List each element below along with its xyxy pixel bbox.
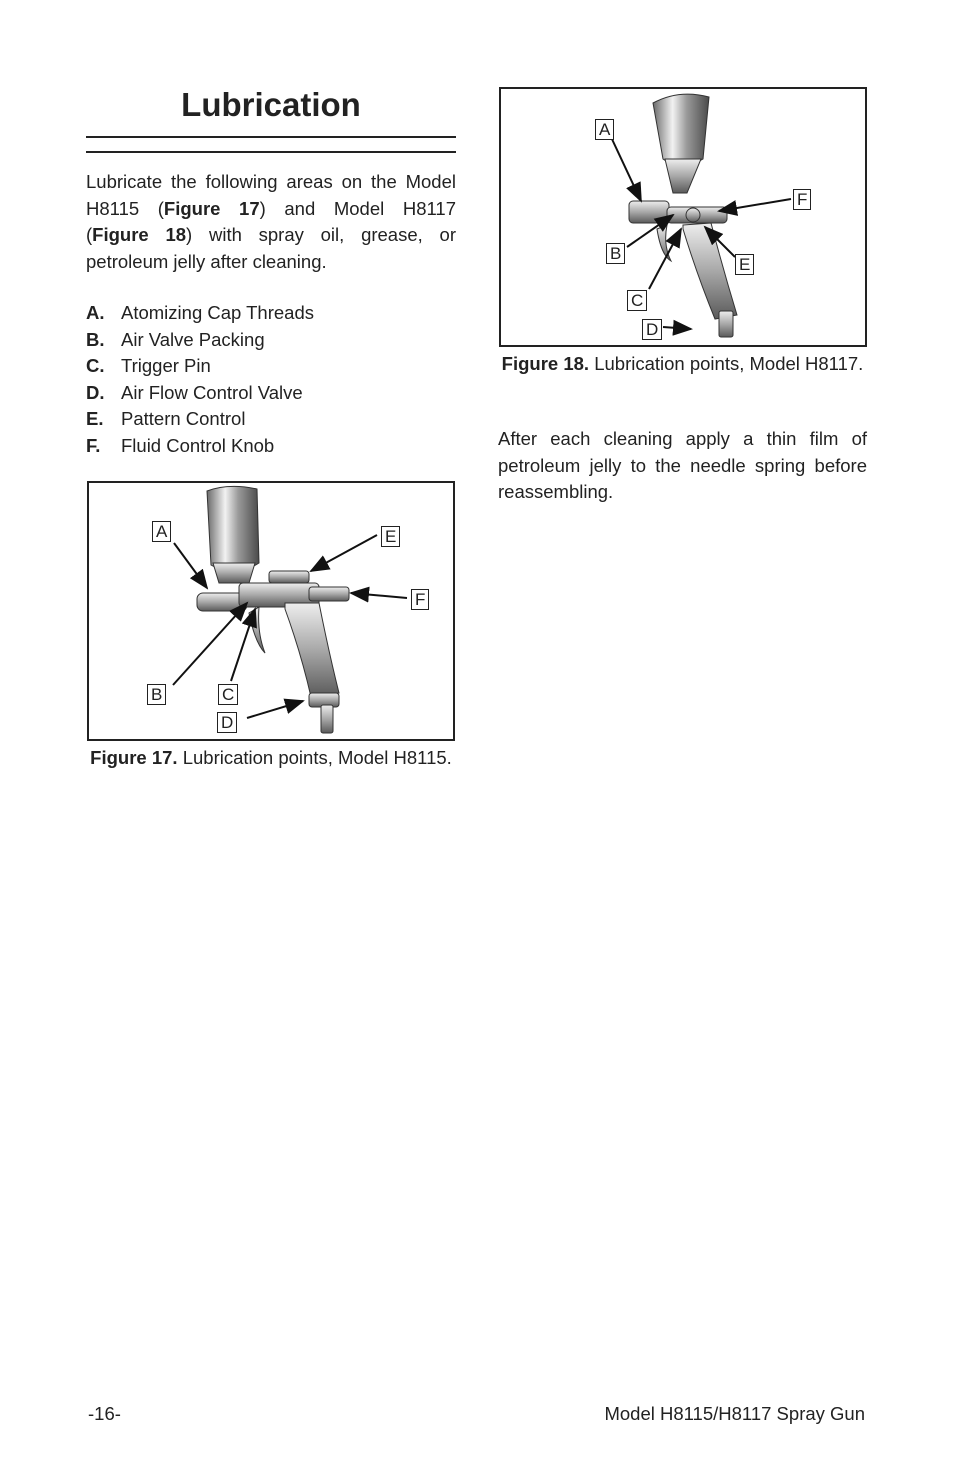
figure-18-callout-e: E — [735, 254, 754, 275]
intro-paragraph — [86, 169, 456, 275]
list-item — [86, 406, 314, 433]
list-item-label: Fluid Control Knob — [121, 434, 275, 456]
list-item — [86, 433, 314, 460]
figure-18-callout-c: C — [627, 290, 647, 311]
figure-17-callout-c: C — [218, 684, 238, 705]
list-item-letter: B. — [86, 328, 105, 350]
list-item — [86, 380, 314, 407]
list-item-label: Trigger Pin — [121, 355, 211, 376]
figure-18-callout-f: F — [793, 189, 811, 210]
page-title: Lubrication — [181, 86, 361, 123]
figure-18-reference: Figure 18 — [92, 224, 187, 245]
list-item — [86, 300, 314, 327]
list-item-label: Air Valve Packing — [121, 328, 265, 350]
figure-17-callout-d: D — [217, 712, 237, 733]
figure-17-reference: Figure 17 — [163, 197, 260, 219]
figure-18-callout-d: D — [642, 319, 662, 340]
list-item-letter: C. — [86, 355, 105, 376]
figure-17-caption — [86, 744, 456, 771]
list-item — [86, 353, 314, 380]
figure-18-caption — [498, 350, 867, 377]
figure-17-callout-f: F — [411, 589, 429, 610]
figure-17-caption-text: Lubrication points, Model H8115. — [177, 747, 452, 768]
figure-18-caption-label: Figure 18. — [501, 353, 590, 374]
title-rule-top — [86, 136, 456, 138]
list-item-letter: F. — [86, 434, 101, 456]
figure-18-caption-text: Lubrication points, Model H8117. — [589, 353, 864, 374]
spray-gun-h8115-illustration — [89, 483, 453, 739]
figure-17-box — [87, 481, 455, 741]
list-item-letter: A. — [86, 302, 105, 323]
intro-text-2: ) and Model H8117 ( — [86, 197, 456, 245]
figure-17-caption-label: Figure 17. — [90, 747, 178, 768]
lubrication-points-list — [86, 300, 314, 459]
spray-gun-h8117-illustration — [501, 89, 865, 345]
list-item-letter: E. — [86, 408, 104, 429]
list-item — [86, 327, 314, 354]
intro-text-3: ) with spray oil, grease, or petroleum jelly after cleaning. — [86, 224, 456, 272]
after-cleaning-paragraph: After each cleaning apply a thin film of petroleum jelly to the needle spring before reassembling. — [498, 428, 867, 502]
figure-18-callout-b: B — [606, 243, 625, 264]
figure-17-callout-a: A — [152, 521, 171, 542]
list-item-label: Air Flow Control Valve — [121, 381, 303, 403]
list-item-label: Atomizing Cap Threads — [121, 302, 314, 323]
list-item-letter: D. — [86, 381, 105, 403]
footer-model: Model H8115/H8117 Spray Gun — [604, 1403, 865, 1424]
figure-18-callout-a: A — [595, 119, 614, 140]
figure-18-box — [499, 87, 867, 347]
figure-17-callout-b: B — [147, 684, 166, 705]
figure-17-callout-e: E — [381, 526, 400, 547]
intro-text-1: Lubricate the following areas on the Model H8115 ( — [86, 171, 456, 219]
list-item-label: Pattern Control — [121, 408, 246, 429]
page-number: -16- — [88, 1403, 121, 1424]
title-rule-bottom — [86, 151, 456, 153]
